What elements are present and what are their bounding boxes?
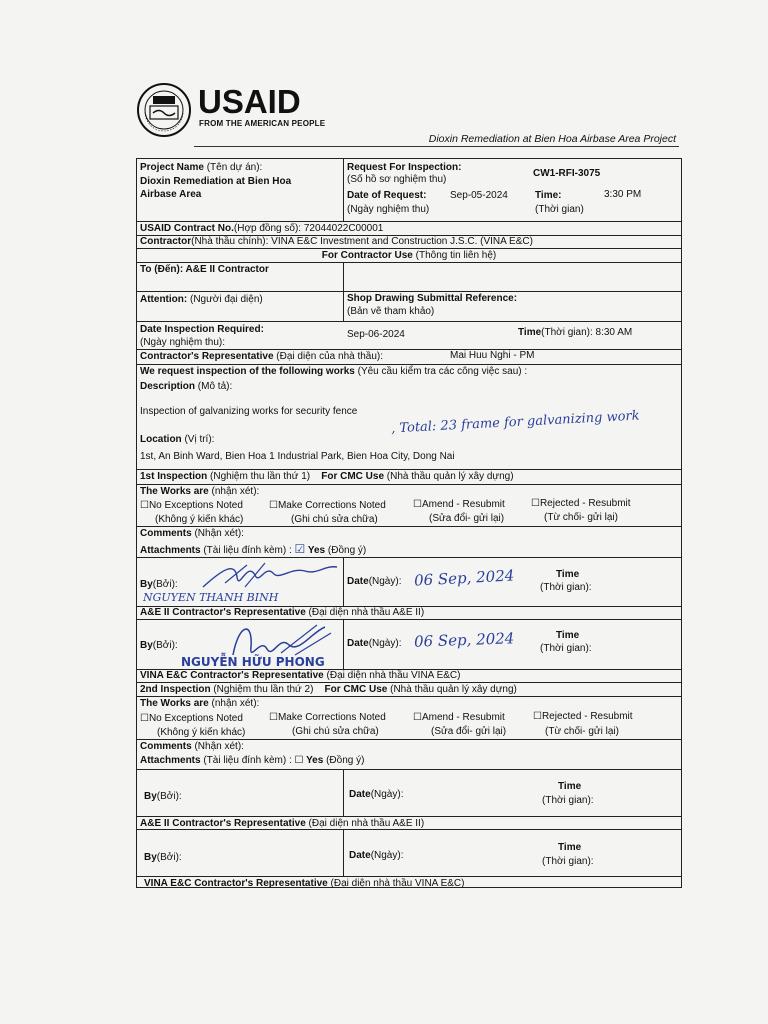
time-label: Time: (535, 190, 562, 201)
time-vn: (Thời gian): (542, 795, 594, 806)
description-value: Inspection of galvanizing works for security fence (140, 406, 358, 417)
project-title-line: Dioxin Remediation at Bien Hoa Airbase Area Project (428, 133, 676, 145)
time-required: Time(Thời gian): 8:30 AM (518, 327, 633, 338)
row-divider (137, 682, 681, 683)
col-divider (343, 829, 344, 876)
rfi-form (136, 158, 682, 888)
rfi-label: Request For Inspection: (347, 162, 462, 173)
comments-label: Comments (Nhận xét): (140, 741, 244, 752)
request-heading: We request inspection of the following works (Yêu cầu kiểm tra các công việc sau) : (140, 366, 528, 377)
option-vn: (Sửa đổi- gửi lại) (429, 513, 505, 524)
time-vn: (Thời gian) (535, 204, 584, 215)
contract-number: USAID Contract No.(Hợp đồng số): 72044022C00001 (140, 223, 384, 234)
row-divider (137, 364, 681, 365)
ae-rep-label: A&E II Contractor's Representative (Đại diện nhà thầu A&E II) (140, 818, 425, 829)
time-label: Time (558, 781, 582, 792)
time-value: 3:30 PM (604, 189, 642, 200)
works-are-label: The Works are (nhận xét): (140, 698, 260, 709)
option-amend-resubmit[interactable]: ☐Amend - Resubmit (413, 499, 505, 510)
option-make-corrections[interactable]: ☐Make Corrections Noted (269, 712, 386, 723)
to-field: To (Đến): A&E II Contractor (140, 264, 269, 275)
row-divider (137, 291, 681, 292)
row-divider (137, 262, 681, 263)
row-divider (137, 526, 681, 527)
contractor-name: Contractor(Nhà thầu chính): VINA E&C Investment and Construction J.S.C. (VINA E&C) (140, 236, 533, 247)
handwritten-date-2: 06 Sep, 2024 (413, 629, 515, 651)
project-name-value: Dioxin Remediation at Bien Hoa (140, 176, 292, 187)
option-rejected-resubmit[interactable]: ☐Rejected - Resubmit (533, 711, 633, 722)
description-label: Description (Mô tả): (140, 381, 233, 392)
by-field: By(Bởi): (144, 852, 182, 863)
col-divider (343, 159, 344, 221)
signer-name-2: NGUYỄN HỮU PHONG (181, 655, 325, 669)
first-inspection-heading: 1st Inspection (Nghiệm thu lần thứ 1) For CMC Use (Nhà thầu quản lý xây dựng) (140, 471, 514, 482)
vina-rep-label: VINA E&C Contractor's Representative (Đại diện nhà thầu VINA E&C) (144, 878, 465, 889)
date-field: Date(Ngày): (347, 638, 402, 649)
shop-drawing-label: Shop Drawing Submittal Reference: (347, 293, 518, 304)
by-field: By(Bởi): (144, 791, 182, 802)
contractor-rep: Contractor's Representative (Đại diện của nhà thầu): (140, 351, 384, 362)
shop-drawing-vn: (Bản vẽ tham khảo) (347, 306, 435, 317)
usaid-tagline: FROM THE AMERICAN PEOPLE (199, 119, 326, 128)
time-vn: (Thời gian): (542, 856, 594, 867)
time-vn: (Thời gian): (540, 582, 592, 593)
time-label: Time (556, 630, 580, 641)
attachments-checkbox[interactable]: ☐ (294, 755, 304, 766)
date-request-value: Sep-05-2024 (450, 190, 508, 201)
handwritten-note: , Total: 23 frame for galvanizing work (390, 408, 640, 437)
option-vn: (Không ý kiến khác) (157, 727, 246, 738)
row-divider (137, 876, 681, 877)
option-rejected-resubmit[interactable]: ☐Rejected - Resubmit (531, 498, 631, 509)
row-divider (137, 696, 681, 697)
attachments-field: Attachments (Tài liệu đính kèm) : ☑ Yes (Đồng ý) (140, 542, 367, 556)
rfi-number: CW1-RFI-3075 (533, 168, 601, 179)
row-divider (137, 321, 681, 322)
vina-rep-label: VINA E&C Contractor's Representative (Đại diện nhà thầu VINA E&C) (140, 670, 461, 681)
time-vn: (Thời gian): (540, 643, 592, 654)
attention-field: Attention: (Người đại diện) (140, 294, 263, 305)
row-divider (137, 769, 681, 770)
attachments-checkbox[interactable]: ☑ (294, 542, 306, 556)
row-divider (137, 469, 681, 470)
by-field: By(Bởi): (140, 579, 178, 590)
option-vn: (Từ chối- gửi lại) (544, 512, 618, 523)
date-required-label: Date Inspection Required: (140, 324, 264, 335)
date-required-value: Sep-06-2024 (347, 329, 405, 340)
rfi-vn: (Số hồ sơ nghiệm thu) (347, 174, 447, 185)
project-name-value: Airbase Area (140, 189, 202, 200)
location-label: Location (Vị trí): (140, 434, 215, 445)
row-divider (137, 484, 681, 485)
ae-rep-label: A&E II Contractor's Representative (Đại diện nhà thầu A&E II) (140, 607, 425, 618)
comments-label: Comments (Nhận xét): (140, 528, 244, 539)
option-vn: (Ghi chú sửa chữa) (291, 514, 378, 525)
date-request-vn: (Ngày nghiệm thu) (347, 204, 430, 215)
row-divider (137, 739, 681, 740)
header-divider (194, 146, 679, 147)
row-divider (137, 349, 681, 350)
handwritten-date-1: 06 Sep, 2024 (413, 566, 515, 590)
time-label: Time (556, 569, 580, 580)
option-vn: (Không ý kiến khác) (155, 514, 244, 525)
project-name-field: Project Name (Tên dự án): (140, 162, 263, 173)
contractor-use-heading: For Contractor Use (Thông tin liên hệ) (321, 250, 497, 261)
second-inspection-heading: 2nd Inspection (Nghiệm thu lần thứ 2) For CMC Use (Nhà thầu quản lý xây dựng) (140, 684, 517, 695)
date-field: Date(Ngày): (347, 576, 402, 587)
option-vn: (Ghi chú sửa chữa) (292, 726, 379, 737)
row-divider (137, 248, 681, 249)
row-divider (137, 816, 681, 817)
time-label: Time (558, 842, 582, 853)
option-make-corrections[interactable]: ☐Make Corrections Noted (269, 500, 386, 511)
option-no-exceptions[interactable]: ☐No Exceptions Noted (140, 713, 243, 724)
col-divider (343, 262, 344, 321)
option-vn: (Sửa đổi- gửi lại) (431, 726, 507, 737)
row-divider (137, 221, 681, 222)
usaid-logo (136, 82, 336, 140)
option-vn: (Từ chối- gửi lại) (545, 726, 619, 737)
signer-name-1: NGUYEN THANH BINH (143, 591, 279, 604)
contractor-rep-value: Mai Huu Nghi - PM (450, 350, 535, 361)
usaid-seal-icon (136, 82, 192, 138)
col-divider (343, 769, 344, 816)
date-field: Date(Ngày): (349, 850, 404, 861)
option-amend-resubmit[interactable]: ☐Amend - Resubmit (413, 712, 505, 723)
attachments-field: Attachments (Tài liệu đính kèm) : ☐ Yes (Đồng ý) (140, 755, 365, 766)
row-divider (137, 619, 681, 620)
option-no-exceptions[interactable]: ☐No Exceptions Noted (140, 500, 243, 511)
date-required-vn: (Ngày nghiệm thu): (140, 337, 226, 348)
date-field: Date(Ngày): (349, 789, 404, 800)
by-field: By(Bởi): (140, 640, 178, 651)
usaid-wordmark: USAID (198, 83, 301, 120)
location-value: 1st, An Binh Ward, Bien Hoa 1 Industrial Park, Bien Hoa City, Dong Nai (140, 451, 455, 462)
date-request-label: Date of Request: (347, 190, 427, 201)
works-are-label: The Works are (nhận xét): (140, 486, 260, 497)
